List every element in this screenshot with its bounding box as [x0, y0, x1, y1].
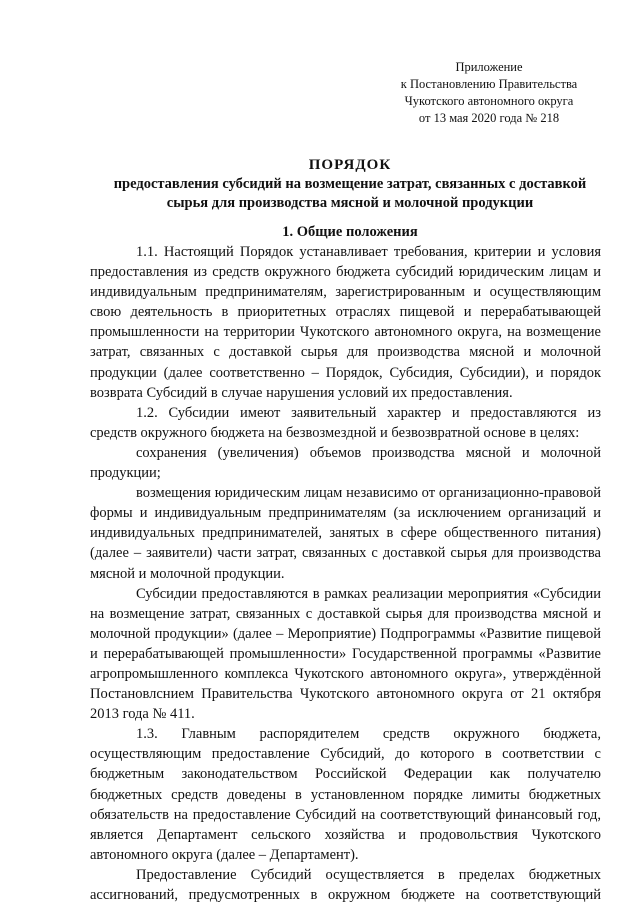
document-subtitle-line: предоставления субсидий на возмещение затрат, связанных с доставкой — [113, 176, 587, 192]
appendix-line: Чукотского автономного округа — [404, 94, 574, 108]
appendix-block — [384, 59, 594, 127]
document-title: ПОРЯДОК — [308, 157, 392, 173]
document-subtitle-line: сырья для производства мясной и молочной продукции — [166, 195, 534, 211]
paragraph: Субсидии предоставляются в рамках реализации мероприятия «Субсидии на возмещение затрат, связанных с доставкой сырья для производства мясной и молочной продукции» (далее – Мероприятие) Подпрограммы «Развитие пищевой и перерабатывающей промышленности» Государственной программы «Развитие агропромышленного комплекса Чукотского автономного округа», утверждённой Постановлснием Правительства Чукотского автономного округа от 21 октября 2013 года № 411. — [90, 585, 601, 723]
paragraph: сохранения (увеличения) объемов производства мясной и молочной продукции; — [90, 444, 601, 482]
document-body — [90, 242, 601, 905]
section-heading: 1. Общие положения — [282, 224, 418, 240]
paragraph: Предоставление Субсидий осуществляется в пределах бюджетных ассигнований, предусмотренных в окружном бюджете на соответствующий — [90, 866, 601, 903]
appendix-date-line: от 13 мая 2020 года № 218 — [418, 111, 560, 125]
paragraph: 1.2. Субсидии имеют заявительный характер и предоставляются из средств окружного бюджета на безвозмездной и безвозвратной основе в целях: — [90, 404, 601, 441]
paragraph: 1.1. Настоящий Порядок устанавливает требования, критерии и условия предоставления из средств окружного бюджета субсидий юридическим лицам и индивидуальным предпринимателям, зарегистрированным и осуществляющим свою деятельность в приоритетных отраслях пищевой и перерабатывающей промышленности на территории Чукотского автономного округа, на возмещение затрат, связанных с доставкой сырья для производства мясной и молочной продукции (далее соответственно – Порядок, Субсидия, Субсидии), и порядок возврата Субсидий в случае нарушения условий их предоставления. — [90, 244, 601, 401]
appendix-line: к Постановлению Правительства — [400, 77, 578, 91]
paragraph: возмещения юридическим лицам независимо от организационно-правовой формы и индивидуальным предпринимателям (за исключением организаций и индивидуальных предпринимателей, занятых в сфере общественного питания) (далее – заявители) части затрат, связанных с доставкой сырья для производства мясной и молочной продукции. — [90, 485, 601, 582]
appendix-line: Приложение — [455, 60, 523, 74]
paragraph: 1.3. Главным распорядителем средств окружного бюджета, осуществляющим предоставление Субсидий, до которого в соответствии с бюджетным законодательством Российской Федерации как получателю бюджетных средств доведены в установленном порядке лимиты бюджетных обязательств на предоставление Субсидий на соответствующий финансовый год, является Департамент сельского хозяйства и продовольствия Чукотского автономного округа (далее – Департамент). — [90, 726, 601, 863]
